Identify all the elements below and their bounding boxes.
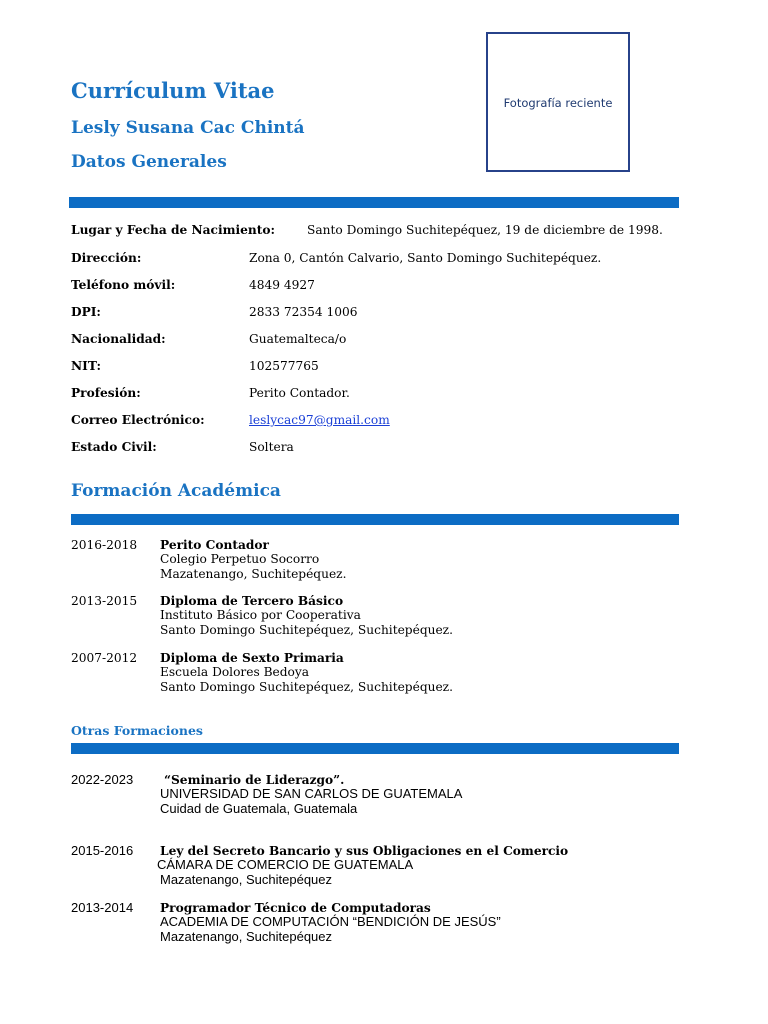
other-line: Mazatenango, Suchitepéquez (160, 871, 333, 887)
photo-placeholder (486, 32, 630, 172)
academic-title: Diploma de Tercero Básico (160, 594, 344, 608)
general-value: Zona 0, Cantón Calvario, Santo Domingo Suchitepéquez. (249, 251, 602, 265)
academic-line: Mazatenango, Suchitepéquez. (160, 566, 347, 581)
general-value: 2833 72354 1006 (249, 305, 358, 319)
general-row-phone (71, 277, 315, 293)
academic-years: 2016-2018 (71, 538, 138, 552)
other-title: “Seminario de Liderazgo”. (164, 773, 345, 787)
academic-line: Colegio Perpetuo Socorro (160, 552, 320, 567)
other-line: ACADEMIA DE COMPUTACIÓN “BENDICIÓN DE JESÚS” (160, 914, 501, 930)
academic-line: Instituto Básico por Cooperativa (160, 608, 361, 623)
general-row-birth (71, 222, 663, 238)
general-row-nit (71, 358, 319, 374)
academic-years: 2007-2012 (71, 651, 138, 665)
general-label: Profesión: (71, 386, 141, 400)
general-label: Teléfono móvil: (71, 278, 176, 292)
other-line: CÁMARA DE COMERCIO DE GUATEMALA (157, 857, 414, 873)
general-row-nationality (71, 331, 347, 347)
other-years: 2015-2016 (71, 843, 134, 858)
general-value: Soltera (249, 440, 294, 454)
section-bar-other (71, 743, 679, 754)
section-heading-academic: Formación Académica (71, 481, 281, 501)
general-label: Estado Civil: (71, 440, 157, 454)
general-row-civil-status (71, 439, 294, 455)
general-label: Correo Electrónico: (71, 413, 205, 427)
general-label: Lugar y Fecha de Nacimiento: (71, 223, 276, 237)
email-link[interactable]: leslycac97@gmail.com (249, 413, 390, 427)
section-bar-academic (71, 514, 679, 525)
academic-title: Diploma de Sexto Primaria (160, 651, 344, 665)
other-line: Cuidad de Guatemala, Guatemala (160, 800, 358, 816)
cv-title: Currículum Vitae (71, 78, 275, 103)
general-value: Santo Domingo Suchitepéquez, 19 de diciembre de 1998. (307, 223, 663, 237)
academic-years: 2013-2015 (71, 594, 138, 608)
person-name: Lesly Susana Cac Chintá (71, 118, 305, 138)
section-bar-general (69, 197, 679, 208)
section-heading-general: Datos Generales (71, 152, 227, 172)
general-row-address (71, 250, 602, 266)
general-label: DPI: (71, 305, 101, 319)
academic-line: Santo Domingo Suchitepéquez, Suchitepéquez. (160, 679, 453, 694)
general-label: NIT: (71, 359, 101, 373)
section-heading-other: Otras Formaciones (71, 723, 203, 738)
photo-placeholder-label: Fotografía reciente (503, 96, 613, 110)
general-row-dpi (71, 304, 358, 320)
other-years: 2013-2014 (71, 900, 134, 915)
academic-title: Perito Contador (160, 538, 269, 552)
general-value: 102577765 (249, 359, 319, 373)
other-line: Mazatenango, Suchitepéquez (160, 928, 333, 944)
academic-line: Escuela Dolores Bedoya (160, 665, 310, 680)
general-label: Dirección: (71, 251, 142, 265)
general-row-email (71, 412, 390, 428)
general-label: Nacionalidad: (71, 332, 166, 346)
general-value: Guatemalteca/o (249, 332, 347, 346)
other-line: UNIVERSIDAD DE SAN CARLOS DE GUATEMALA (160, 786, 463, 802)
general-value: 4849 4927 (249, 278, 315, 292)
academic-line: Santo Domingo Suchitepéquez, Suchitepéquez. (160, 622, 453, 637)
other-title: Ley del Secreto Bancario y sus Obligaciones en el Comercio (160, 844, 569, 858)
other-title: Programador Técnico de Computadoras (160, 901, 431, 915)
general-row-profession (71, 385, 350, 401)
general-value: Perito Contador. (249, 386, 350, 400)
other-years: 2022-2023 (71, 772, 134, 787)
